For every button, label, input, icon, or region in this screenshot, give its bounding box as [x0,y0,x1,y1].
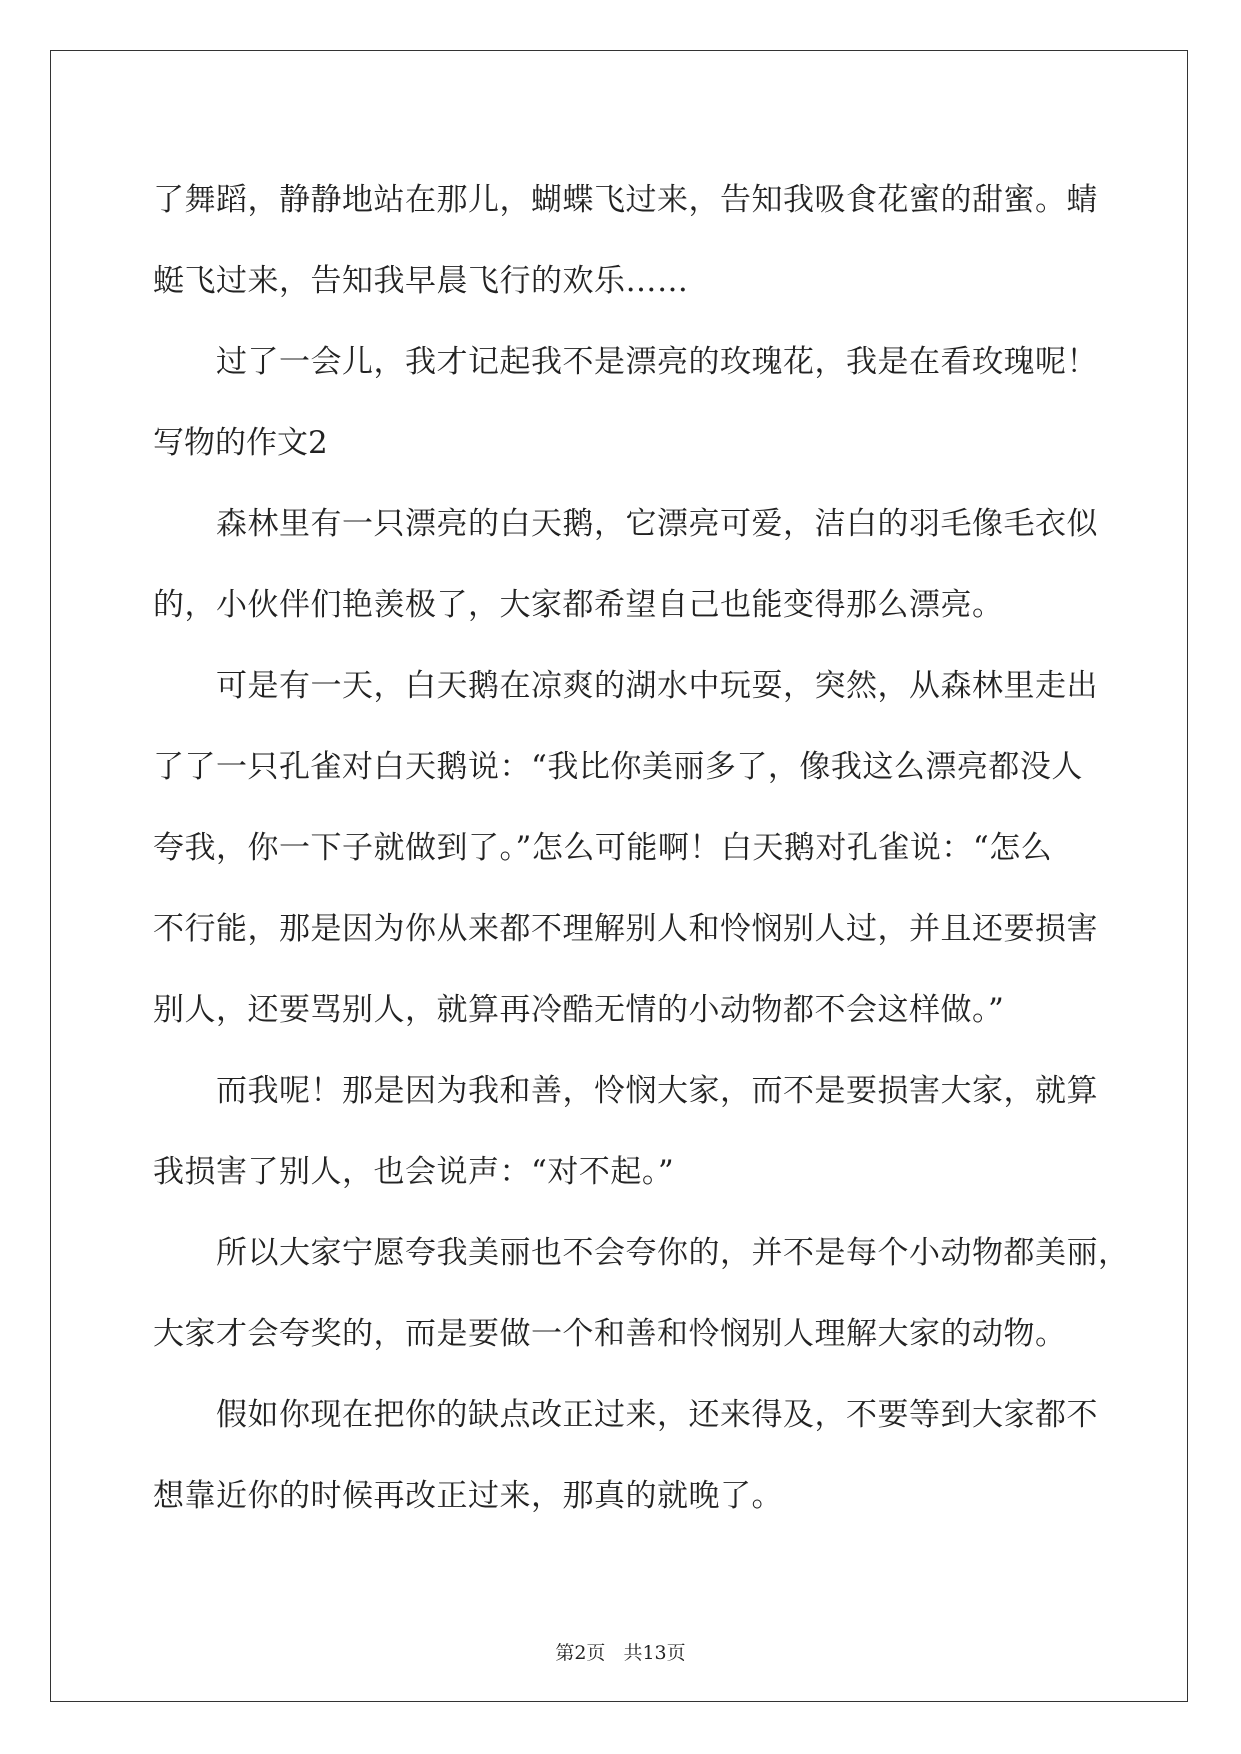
document-body [153,160,1130,1537]
text-line: 森林里有一只漂亮的白天鹅，它漂亮可爱，洁白的羽毛像毛衣似 [216,506,1098,542]
text-line: 我损害了别人，也会说声：“对不起。” [153,1154,675,1190]
text-line: 别人，还要骂别人，就算再冷酷无情的小动物都不会这样做。” [153,992,1005,1028]
text-line: 了舞蹈，静静地站在那儿，蝴蝶飞过来，告知我吸食花蜜的甜蜜。蜻 [153,182,1098,218]
text-line: 想靠近你的时候再改正过来，那真的就晚了。 [153,1478,783,1514]
text-line: 的，小伙伴们艳羡极了，大家都希望自己也能变得那么漂亮。 [153,587,1004,623]
text-line: 不行能，那是因为你从来都不理解别人和怜悯别人过，并且还要损害 [153,911,1098,947]
page-footer [0,1638,1241,1665]
page-total: 共13页 [623,1642,686,1664]
text-line: 过了一会儿，我才记起我不是漂亮的玫瑰花，我是在看玫瑰呢！ [216,344,1098,380]
text-line: 而我呢！那是因为我和善，怜悯大家，而不是要损害大家，就算 [216,1073,1098,1109]
page-number: 第2页 [555,1642,606,1664]
text-line: 蜓飞过来，告知我早晨飞行的欢乐…… [153,263,689,299]
text-line: 可是有一天，白天鹅在凉爽的湖水中玩耍，突然，从森林里走出 [216,668,1098,704]
text-line: 大家才会夸奖的，而是要做一个和善和怜悯别人理解大家的动物。 [153,1316,1067,1352]
text-line: 所以大家宁愿夸我美丽也不会夸你的，并不是每个小动物都美丽， [216,1235,1130,1271]
text-line: 假如你现在把你的缺点改正过来，还来得及，不要等到大家都不 [216,1397,1098,1433]
section-heading: 写物的作文2 [153,425,328,461]
text-line: 夸我，你一下子就做到了。”怎么可能啊！白天鹅对孔雀说：“怎么 [153,830,1053,866]
text-line: 了了一只孔雀对白天鹅说：“我比你美丽多了，像我这么漂亮都没人 [153,749,1083,785]
